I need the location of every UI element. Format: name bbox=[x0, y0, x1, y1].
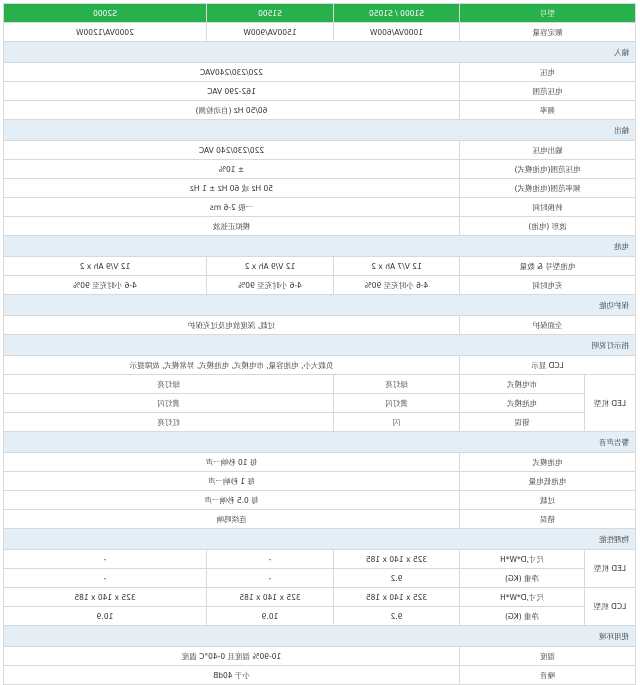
section-output bbox=[4, 120, 636, 141]
section-title: 电池 bbox=[4, 236, 636, 257]
weight-s1500: - bbox=[207, 569, 334, 588]
table-row bbox=[4, 491, 636, 510]
header-row bbox=[4, 4, 636, 23]
section-title: 警告声音 bbox=[4, 432, 636, 453]
dim-s1000: 325 x 140 x 185 bbox=[334, 588, 460, 607]
row-value: 50 Hz 或 60 Hz ± 1 Hz bbox=[4, 179, 460, 198]
table-row bbox=[4, 453, 636, 472]
row-label: 频率范围(电池模式) bbox=[460, 179, 636, 198]
weight-s1000: 9.2 bbox=[334, 569, 460, 588]
table-row bbox=[4, 82, 636, 101]
row-value: ± 10% bbox=[4, 160, 460, 179]
section-physical bbox=[4, 529, 636, 550]
row-label: 错误 bbox=[460, 510, 636, 529]
section-title: 使用环境 bbox=[4, 626, 636, 647]
table-row bbox=[4, 647, 636, 666]
led-state: 绿灯亮 bbox=[334, 375, 460, 394]
led-model-label: LED 机型 bbox=[585, 375, 636, 432]
row-label: 全面保护 bbox=[460, 316, 636, 335]
table-row bbox=[4, 569, 636, 588]
battery-charge-s1000: 4-6 小时充至 90% bbox=[334, 276, 460, 295]
section-title: 指示灯说明 bbox=[4, 335, 636, 356]
section-title: 输出 bbox=[4, 120, 636, 141]
section-title: 输入 bbox=[4, 42, 636, 63]
row-value: 每 1 秒响一声 bbox=[4, 472, 460, 491]
row-label: 电池型号 & 数量 bbox=[460, 257, 636, 276]
table-row bbox=[4, 356, 636, 375]
row-label: 电压范围(电池模式) bbox=[460, 160, 636, 179]
header-s1000: S1000 / S1050 bbox=[334, 4, 460, 23]
row-label: 噪音 bbox=[460, 666, 636, 685]
table-row bbox=[4, 316, 636, 335]
table-row bbox=[4, 23, 636, 42]
dim-s2000: 325 x 140 x 185 bbox=[4, 588, 207, 607]
row-value: 60/50 Hz (自动检测) bbox=[4, 101, 460, 120]
section-protection bbox=[4, 295, 636, 316]
table-row bbox=[4, 588, 636, 607]
weight-s2000: - bbox=[4, 569, 207, 588]
table-row bbox=[4, 472, 636, 491]
spec-table bbox=[3, 3, 636, 685]
row-label: 输出电压 bbox=[460, 141, 636, 160]
led-mode: 市电模式 bbox=[460, 375, 585, 394]
section-input bbox=[4, 42, 636, 63]
table-row bbox=[4, 276, 636, 295]
row-value: 162-290 VAC bbox=[4, 82, 460, 101]
header-s2000: S2000 bbox=[4, 4, 207, 23]
row-label: 湿度 bbox=[460, 647, 636, 666]
row-label: 净重 (KG) bbox=[460, 607, 585, 626]
led-model-label: LED 机型 bbox=[585, 550, 636, 588]
table-row bbox=[4, 607, 636, 626]
row-label: 尺寸,D*W*H bbox=[460, 550, 585, 569]
table-row bbox=[4, 257, 636, 276]
row-value: 每 10 秒响一声 bbox=[4, 453, 460, 472]
rated-s1000: 1000VA/600W bbox=[334, 23, 460, 42]
row-value: 220/230/240 VAC bbox=[4, 141, 460, 160]
led-state: 闪 bbox=[334, 413, 460, 432]
led-state: 绿灯亮 bbox=[4, 375, 334, 394]
row-label: 波形 (电池) bbox=[460, 217, 636, 236]
rated-capacity-label: 额定容量 bbox=[460, 23, 636, 42]
battery-type-s2000: 12 V/9 Ah x 2 bbox=[4, 257, 207, 276]
table-row bbox=[4, 510, 636, 529]
row-value: 过载, 深度放电及过充保护 bbox=[4, 316, 460, 335]
lcd-model-label: LCD 机型 bbox=[585, 588, 636, 626]
rated-s2000: 2000VA/1200W bbox=[4, 23, 207, 42]
battery-type-s1000: 12 V/7 Ah x 2 bbox=[334, 257, 460, 276]
section-title: 物理性能 bbox=[4, 529, 636, 550]
dim-s2000: - bbox=[4, 550, 207, 569]
row-value: 小于 40dB bbox=[4, 666, 460, 685]
row-label: 频率 bbox=[460, 101, 636, 120]
section-alarm bbox=[4, 432, 636, 453]
led-state: 黄灯闪 bbox=[334, 394, 460, 413]
row-value: 10-90% 湿度且 0-40°C 温度 bbox=[4, 647, 460, 666]
table-row bbox=[4, 63, 636, 82]
row-label: 电池低电量 bbox=[460, 472, 636, 491]
header-s1500: S1500 bbox=[207, 4, 334, 23]
dim-s1500: - bbox=[207, 550, 334, 569]
row-label: 净重 (KG) bbox=[460, 569, 585, 588]
led-state: 黄灯闪 bbox=[4, 394, 334, 413]
battery-charge-s1500: 4-6 小时充至 90% bbox=[207, 276, 334, 295]
weight-s1000: 9.2 bbox=[334, 607, 460, 626]
rated-s1500: 1500VA/900W bbox=[207, 23, 334, 42]
row-label: 充电时间 bbox=[460, 276, 636, 295]
weight-s1500: 10.9 bbox=[207, 607, 334, 626]
row-label: 电压 bbox=[460, 63, 636, 82]
weight-s2000: 10.9 bbox=[4, 607, 207, 626]
header-model: 型号 bbox=[460, 4, 636, 23]
section-indicator bbox=[4, 335, 636, 356]
row-value: 负载大小, 电池容量, 市电模式, 电池模式, 异常模式, 故障提示 bbox=[4, 356, 460, 375]
table-row bbox=[4, 101, 636, 120]
led-state: 红灯亮 bbox=[4, 413, 334, 432]
table-row bbox=[4, 666, 636, 685]
row-label: 电池模式 bbox=[460, 453, 636, 472]
table-row bbox=[4, 141, 636, 160]
dim-s1000: 325 x 140 x 185 bbox=[334, 550, 460, 569]
spec-page bbox=[0, 3, 640, 680]
table-row bbox=[4, 413, 636, 432]
row-label: 尺寸,D*W*H bbox=[460, 588, 585, 607]
row-value: 一般 2-6 ms bbox=[4, 198, 460, 217]
row-value: 模拟正弦波 bbox=[4, 217, 460, 236]
section-battery bbox=[4, 236, 636, 257]
row-label: 转换时间 bbox=[460, 198, 636, 217]
row-value: 连续鸣响 bbox=[4, 510, 460, 529]
row-value: 220/230/240VAC bbox=[4, 63, 460, 82]
table-row bbox=[4, 394, 636, 413]
table-row bbox=[4, 217, 636, 236]
battery-type-s1500: 12 V/9 Ah x 2 bbox=[207, 257, 334, 276]
row-label: 过载 bbox=[460, 491, 636, 510]
row-label: LCD 显示 bbox=[460, 356, 636, 375]
battery-charge-s2000: 4-6 小时充至 90% bbox=[4, 276, 207, 295]
led-mode: 错误 bbox=[460, 413, 585, 432]
table-row bbox=[4, 198, 636, 217]
section-environment bbox=[4, 626, 636, 647]
table-row bbox=[4, 375, 636, 394]
row-label: 电压范围 bbox=[460, 82, 636, 101]
table-row bbox=[4, 160, 636, 179]
row-value: 每 0.5 秒响一声 bbox=[4, 491, 460, 510]
table-row bbox=[4, 550, 636, 569]
section-title: 保护功能 bbox=[4, 295, 636, 316]
table-row bbox=[4, 179, 636, 198]
dim-s1500: 325 x 140 x 185 bbox=[207, 588, 334, 607]
led-mode: 电池模式 bbox=[460, 394, 585, 413]
